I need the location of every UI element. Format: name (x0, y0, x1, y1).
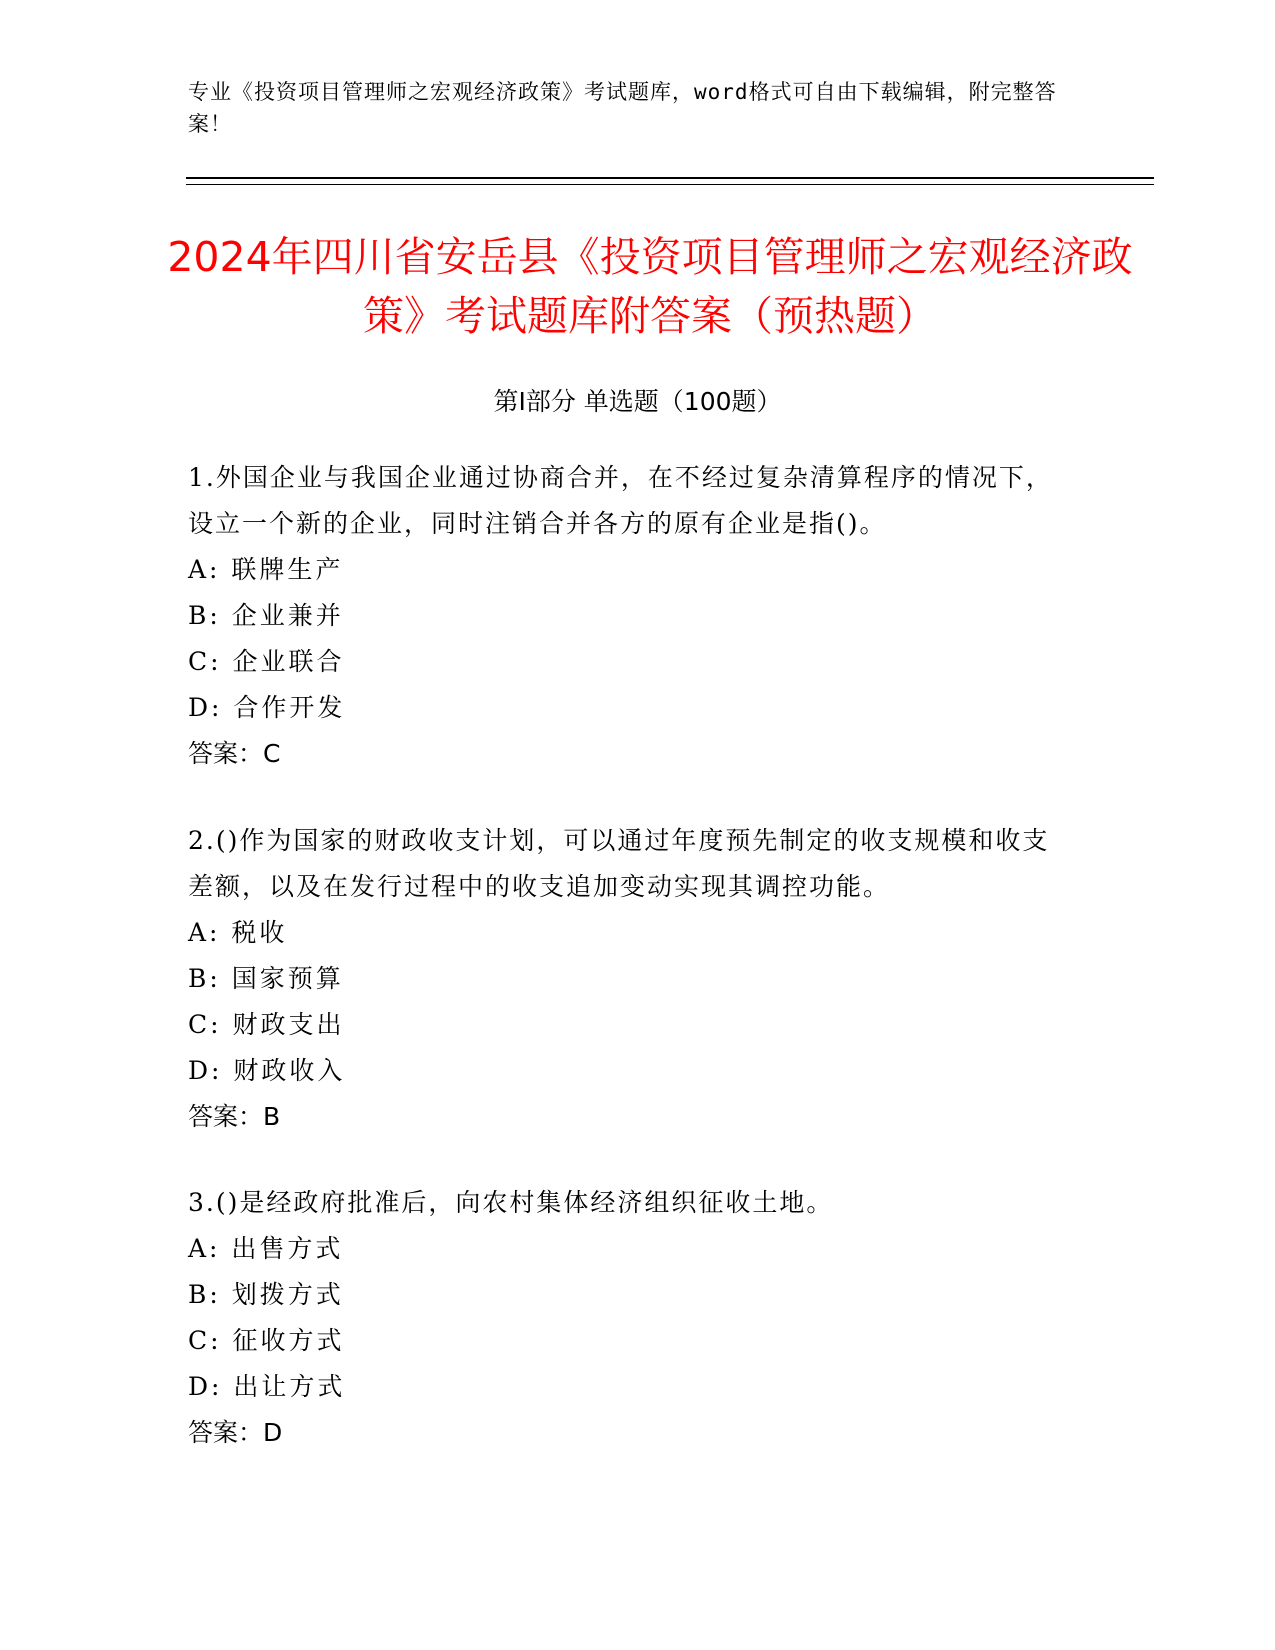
option-c: C: 征收方式 (188, 1326, 345, 1355)
option-b: B: 企业兼并 (188, 601, 344, 630)
option-d: D: 财政收入 (188, 1056, 346, 1085)
question-stem: 3.()是经政府批准后，向农村集体经济组织征收土地。 (188, 1188, 834, 1217)
header-divider-thin (186, 184, 1154, 185)
question-stem: 1.外国企业与我国企业通过协商合并，在不经过复杂清算程序的情况下，设立一个新的企业，同时注销合并各方的原有企业是指()。 (188, 463, 1053, 538)
option-d: D: 合作开发 (188, 693, 346, 722)
question-1 (188, 455, 1068, 777)
option-a: A: 税收 (188, 918, 288, 947)
header-note: 专业《投资项目管理师之宏观经济政策》考试题库，word格式可自由下载编辑，附完整答案！ (188, 80, 1057, 136)
answer: 答案：C (188, 739, 281, 768)
question-3 (188, 1180, 1068, 1456)
option-a: A: 联牌生产 (188, 555, 344, 584)
option-b: B: 划拨方式 (188, 1280, 344, 1309)
header-divider-thick (186, 177, 1154, 179)
option-b: B: 国家预算 (188, 964, 344, 993)
option-a: A: 出售方式 (188, 1234, 344, 1263)
question-stem: 2.()作为国家的财政收支计划，可以通过年度预先制定的收支规模和收支差额，以及在发行过程中的收支追加变动实现其调控功能。 (188, 826, 1050, 901)
option-c: C: 企业联合 (188, 647, 345, 676)
section-heading: 第Ⅰ部分 单选题（100题） (493, 387, 782, 416)
question-2 (188, 818, 1068, 1140)
answer: 答案：B (188, 1102, 281, 1131)
document-title: 2024年四川省安岳县《投资项目管理师之宏观经济政策》考试题库附答案（预热题） (167, 233, 1133, 340)
option-c: C: 财政支出 (188, 1010, 345, 1039)
option-d: D: 出让方式 (188, 1372, 346, 1401)
answer: 答案：D (188, 1418, 283, 1447)
